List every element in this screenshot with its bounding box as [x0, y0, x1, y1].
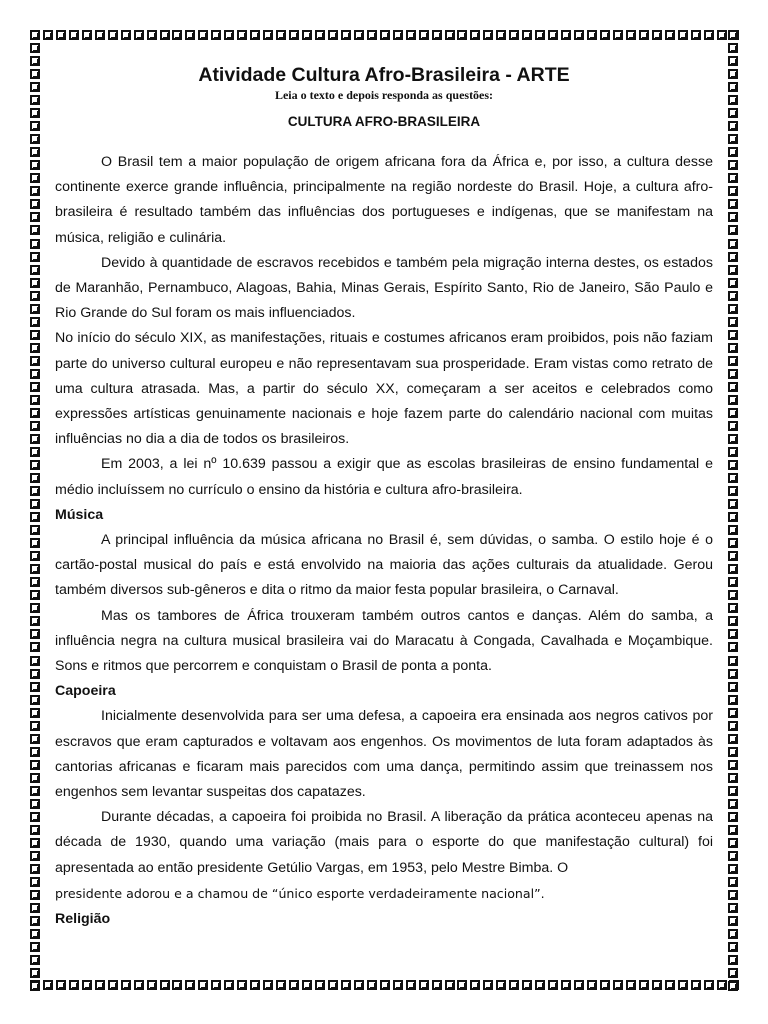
boxed-arrow-tile-icon: [728, 903, 738, 913]
boxed-arrow-tile-icon: [43, 30, 53, 40]
boxed-arrow-tile-icon: [30, 330, 40, 340]
boxed-arrow-tile-icon: [728, 265, 738, 275]
boxed-arrow-tile-icon: [95, 980, 105, 990]
boxed-arrow-tile-icon: [728, 981, 738, 991]
boxed-arrow-tile-icon: [728, 877, 738, 887]
boxed-arrow-tile-icon: [30, 760, 40, 770]
boxed-arrow-tile-icon: [380, 980, 390, 990]
boxed-arrow-tile-icon: [121, 30, 131, 40]
boxed-arrow-tile-icon: [678, 980, 688, 990]
boxed-arrow-tile-icon: [728, 538, 738, 548]
boxed-arrow-tile-icon: [728, 225, 738, 235]
boxed-arrow-tile-icon: [728, 916, 738, 926]
boxed-arrow-tile-icon: [728, 173, 738, 183]
main-heading: CULTURA AFRO-BRASILEIRA: [287, 114, 481, 129]
boxed-arrow-tile-icon: [728, 955, 738, 965]
boxed-arrow-tile-icon: [728, 330, 738, 340]
boxed-arrow-tile-icon: [728, 564, 738, 574]
boxed-arrow-tile-icon: [639, 980, 649, 990]
boxed-arrow-tile-icon: [30, 317, 40, 327]
boxed-arrow-tile-icon: [56, 30, 66, 40]
boxed-arrow-tile-icon: [728, 642, 738, 652]
states-paragraph: Devido à quantidade de escravos recebidos e também pela migração interna destes, os estados de Maranhão, Pernambuco, Alagoas, Bahia, Minas Gerais, Espírito Santo, Rio de Janeiro, São Paulo e Rio Grande do Sul foram os mais influenciados.: [55, 254, 713, 322]
boxed-arrow-tile-icon: [30, 877, 40, 887]
boxed-arrow-tile-icon: [30, 629, 40, 639]
capoeira-paragraph-1: Inicialmente desenvolvida para ser uma defesa, a capoeira era ensinada aos negros cativos por escravos que eram capturados e voltavam aos engenhos. Os movimentos de luta foram adaptados às cantorias africanas e ficaram mais parecidos com uma dança, permitindo assim que treinassem nos engenhos sem levantar suspeitas dos capatazes.: [55, 708, 713, 801]
boxed-arrow-tile-icon: [95, 30, 105, 40]
boxed-arrow-tile-icon: [600, 30, 610, 40]
boxed-arrow-tile-icon: [626, 980, 636, 990]
boxed-arrow-tile-icon: [69, 30, 79, 40]
capoeira-paragraph-2-tail: presidente adorou e a chamou de “único esporte verdadeiramente nacional”.: [55, 885, 545, 901]
boxed-arrow-tile-icon: [728, 590, 738, 600]
boxed-arrow-tile-icon: [30, 460, 40, 470]
boxed-arrow-tile-icon: [30, 173, 40, 183]
boxed-arrow-tile-icon: [728, 773, 738, 783]
boxed-arrow-tile-icon: [728, 721, 738, 731]
boxed-arrow-tile-icon: [728, 356, 738, 366]
boxed-arrow-tile-icon: [30, 929, 40, 939]
boxed-arrow-tile-icon: [30, 265, 40, 275]
boxed-arrow-tile-icon: [728, 160, 738, 170]
boxed-arrow-tile-icon: [250, 30, 260, 40]
boxed-arrow-tile-icon: [341, 980, 351, 990]
boxed-arrow-tile-icon: [147, 30, 157, 40]
boxed-arrow-tile-icon: [172, 30, 182, 40]
boxed-arrow-tile-icon: [728, 786, 738, 796]
boxed-arrow-tile-icon: [393, 30, 403, 40]
boxed-arrow-tile-icon: [728, 408, 738, 418]
boxed-arrow-tile-icon: [432, 30, 442, 40]
boxed-arrow-tile-icon: [728, 812, 738, 822]
boxed-arrow-tile-icon: [341, 30, 351, 40]
boxed-arrow-tile-icon: [328, 30, 338, 40]
boxed-arrow-tile-icon: [30, 252, 40, 262]
boxed-arrow-tile-icon: [717, 30, 727, 40]
document-title: Atividade Cultura Afro-Brasileira - ARTE: [198, 64, 570, 86]
boxed-arrow-tile-icon: [432, 980, 442, 990]
document-body: [55, 62, 713, 932]
boxed-arrow-tile-icon: [354, 980, 364, 990]
boxed-arrow-tile-icon: [406, 980, 416, 990]
boxed-arrow-tile-icon: [561, 30, 571, 40]
boxed-arrow-tile-icon: [30, 825, 40, 835]
boxed-arrow-tile-icon: [30, 851, 40, 861]
boxed-arrow-tile-icon: [30, 447, 40, 457]
boxed-arrow-tile-icon: [445, 980, 455, 990]
boxed-arrow-tile-icon: [728, 147, 738, 157]
boxed-arrow-tile-icon: [30, 890, 40, 900]
boxed-arrow-tile-icon: [613, 980, 623, 990]
boxed-arrow-tile-icon: [600, 980, 610, 990]
boxed-arrow-tile-icon: [30, 551, 40, 561]
boxed-arrow-tile-icon: [30, 642, 40, 652]
boxed-arrow-tile-icon: [82, 30, 92, 40]
boxed-arrow-tile-icon: [509, 980, 519, 990]
boxed-arrow-tile-icon: [496, 980, 506, 990]
boxed-arrow-tile-icon: [587, 980, 597, 990]
boxed-arrow-tile-icon: [728, 512, 738, 522]
boxed-arrow-tile-icon: [30, 30, 40, 40]
boxed-arrow-tile-icon: [108, 30, 118, 40]
boxed-arrow-tile-icon: [302, 980, 312, 990]
boxed-arrow-tile-icon: [548, 980, 558, 990]
boxed-arrow-tile-icon: [30, 382, 40, 392]
boxed-arrow-tile-icon: [678, 30, 688, 40]
boxed-arrow-tile-icon: [419, 980, 429, 990]
boxed-arrow-tile-icon: [728, 30, 738, 40]
boxed-arrow-tile-icon: [30, 747, 40, 757]
boxed-arrow-tile-icon: [728, 525, 738, 535]
boxed-arrow-tile-icon: [30, 812, 40, 822]
boxed-arrow-tile-icon: [728, 186, 738, 196]
section-title-capoeira: Capoeira: [55, 683, 116, 700]
boxed-arrow-tile-icon: [30, 512, 40, 522]
boxed-arrow-tile-icon: [728, 43, 738, 53]
boxed-arrow-tile-icon: [728, 734, 738, 744]
boxed-arrow-tile-icon: [522, 30, 532, 40]
boxed-arrow-tile-icon: [728, 291, 738, 301]
boxed-arrow-tile-icon: [380, 30, 390, 40]
boxed-arrow-tile-icon: [728, 656, 738, 666]
boxed-arrow-tile-icon: [728, 864, 738, 874]
boxed-arrow-tile-icon: [728, 851, 738, 861]
boxed-arrow-tile-icon: [276, 980, 286, 990]
boxed-arrow-tile-icon: [198, 980, 208, 990]
boxed-arrow-tile-icon: [574, 980, 584, 990]
boxed-arrow-tile-icon: [30, 408, 40, 418]
boxed-arrow-tile-icon: [276, 30, 286, 40]
boxed-arrow-tile-icon: [728, 551, 738, 561]
boxed-arrow-tile-icon: [728, 616, 738, 626]
boxed-arrow-tile-icon: [728, 890, 738, 900]
boxed-arrow-tile-icon: [728, 682, 738, 692]
boxed-arrow-tile-icon: [728, 434, 738, 444]
section-title-religiao: Religião: [55, 911, 111, 928]
boxed-arrow-tile-icon: [613, 30, 623, 40]
boxed-arrow-tile-icon: [704, 30, 714, 40]
boxed-arrow-tile-icon: [30, 473, 40, 483]
boxed-arrow-tile-icon: [728, 343, 738, 353]
boxed-arrow-tile-icon: [30, 421, 40, 431]
boxed-arrow-tile-icon: [717, 980, 727, 990]
boxed-arrow-tile-icon: [665, 980, 675, 990]
border-bottom: [30, 980, 740, 992]
boxed-arrow-tile-icon: [728, 421, 738, 431]
boxed-arrow-tile-icon: [665, 30, 675, 40]
boxed-arrow-tile-icon: [30, 942, 40, 952]
boxed-arrow-tile-icon: [548, 30, 558, 40]
boxed-arrow-tile-icon: [30, 121, 40, 131]
boxed-arrow-tile-icon: [728, 760, 738, 770]
boxed-arrow-tile-icon: [134, 980, 144, 990]
boxed-arrow-tile-icon: [483, 980, 493, 990]
boxed-arrow-tile-icon: [30, 577, 40, 587]
boxed-arrow-tile-icon: [728, 369, 738, 379]
boxed-arrow-tile-icon: [30, 864, 40, 874]
boxed-arrow-tile-icon: [82, 980, 92, 990]
boxed-arrow-tile-icon: [30, 278, 40, 288]
boxed-arrow-tile-icon: [43, 980, 53, 990]
boxed-arrow-tile-icon: [728, 212, 738, 222]
boxed-arrow-tile-icon: [728, 669, 738, 679]
boxed-arrow-tile-icon: [728, 108, 738, 118]
boxed-arrow-tile-icon: [263, 30, 273, 40]
instructions-subtitle: Leia o texto e depois responda as questões:: [274, 88, 494, 102]
capoeira-paragraph-2: [55, 805, 713, 907]
boxed-arrow-tile-icon: [728, 278, 738, 288]
boxed-arrow-tile-icon: [30, 603, 40, 613]
boxed-arrow-tile-icon: [237, 980, 247, 990]
boxed-arrow-tile-icon: [728, 695, 738, 705]
boxed-arrow-tile-icon: [728, 447, 738, 457]
boxed-arrow-tile-icon: [728, 708, 738, 718]
boxed-arrow-tile-icon: [691, 30, 701, 40]
boxed-arrow-tile-icon: [147, 980, 157, 990]
boxed-arrow-tile-icon: [30, 538, 40, 548]
boxed-arrow-tile-icon: [30, 981, 40, 991]
boxed-arrow-tile-icon: [30, 147, 40, 157]
boxed-arrow-tile-icon: [496, 30, 506, 40]
boxed-arrow-tile-icon: [470, 30, 480, 40]
boxed-arrow-tile-icon: [69, 980, 79, 990]
boxed-arrow-tile-icon: [30, 225, 40, 235]
boxed-arrow-tile-icon: [419, 30, 429, 40]
boxed-arrow-tile-icon: [30, 616, 40, 626]
boxed-arrow-tile-icon: [185, 30, 195, 40]
boxed-arrow-tile-icon: [328, 980, 338, 990]
boxed-arrow-tile-icon: [185, 980, 195, 990]
boxed-arrow-tile-icon: [728, 121, 738, 131]
boxed-arrow-tile-icon: [289, 980, 299, 990]
boxed-arrow-tile-icon: [30, 721, 40, 731]
boxed-arrow-tile-icon: [108, 980, 118, 990]
boxed-arrow-tile-icon: [574, 30, 584, 40]
boxed-arrow-tile-icon: [121, 980, 131, 990]
boxed-arrow-tile-icon: [30, 773, 40, 783]
boxed-arrow-tile-icon: [30, 656, 40, 666]
boxed-arrow-tile-icon: [30, 695, 40, 705]
boxed-arrow-tile-icon: [30, 43, 40, 53]
boxed-arrow-tile-icon: [30, 239, 40, 249]
boxed-arrow-tile-icon: [198, 30, 208, 40]
boxed-arrow-tile-icon: [134, 30, 144, 40]
boxed-arrow-tile-icon: [30, 799, 40, 809]
boxed-arrow-tile-icon: [728, 199, 738, 209]
boxed-arrow-tile-icon: [728, 629, 738, 639]
border-top: [30, 30, 740, 42]
capoeira-paragraph-2-main: Durante décadas, a capoeira foi proibida no Brasil. A liberação da prática aconteceu apenas na década de 1930, quando uma variação (mais para o esporte do que manifestação cultural) foi apresentada ao então presidente Getúlio Vargas, em 1953, pelo Mestre Bimba. O: [55, 809, 713, 876]
border-left: [30, 30, 42, 992]
boxed-arrow-tile-icon: [587, 30, 597, 40]
boxed-arrow-tile-icon: [457, 980, 467, 990]
boxed-arrow-tile-icon: [470, 980, 480, 990]
boxed-arrow-tile-icon: [211, 980, 221, 990]
boxed-arrow-tile-icon: [691, 980, 701, 990]
boxed-arrow-tile-icon: [728, 473, 738, 483]
boxed-arrow-tile-icon: [522, 980, 532, 990]
boxed-arrow-tile-icon: [30, 291, 40, 301]
boxed-arrow-tile-icon: [30, 304, 40, 314]
boxed-arrow-tile-icon: [30, 525, 40, 535]
law-paragraph: Em 2003, a lei nº 10.639 passou a exigir que as escolas brasileiras de ensino fundamental e médio incluíssem no currículo o ensino da história e cultura afro-brasileira.: [55, 456, 713, 498]
boxed-arrow-tile-icon: [237, 30, 247, 40]
boxed-arrow-tile-icon: [393, 980, 403, 990]
boxed-arrow-tile-icon: [483, 30, 493, 40]
boxed-arrow-tile-icon: [535, 30, 545, 40]
boxed-arrow-tile-icon: [30, 160, 40, 170]
boxed-arrow-tile-icon: [30, 903, 40, 913]
boxed-arrow-tile-icon: [30, 590, 40, 600]
history-paragraph: No início do século XIX, as manifestações, rituais e costumes africanos eram proibidos, pois não faziam parte do universo cultural europeu e não representavam sua prosperidade. Eram vistas como retrato de uma cultura atrasada. Mas, a partir do século XX, começaram a ser aceitos e celebrados como expressões artísticas genuinamente nacionais e hoje fazem parte do calendário nacional com muitas influências no dia a dia de todos os brasileiros.: [55, 330, 713, 448]
boxed-arrow-tile-icon: [728, 317, 738, 327]
boxed-arrow-tile-icon: [172, 980, 182, 990]
boxed-arrow-tile-icon: [728, 382, 738, 392]
boxed-arrow-tile-icon: [302, 30, 312, 40]
boxed-arrow-tile-icon: [30, 564, 40, 574]
boxed-arrow-tile-icon: [509, 30, 519, 40]
boxed-arrow-tile-icon: [728, 603, 738, 613]
boxed-arrow-tile-icon: [445, 30, 455, 40]
boxed-arrow-tile-icon: [728, 825, 738, 835]
boxed-arrow-tile-icon: [728, 942, 738, 952]
boxed-arrow-tile-icon: [30, 69, 40, 79]
boxed-arrow-tile-icon: [728, 304, 738, 314]
boxed-arrow-tile-icon: [289, 30, 299, 40]
boxed-arrow-tile-icon: [367, 980, 377, 990]
section-title-musica: Música: [55, 506, 104, 523]
boxed-arrow-tile-icon: [160, 980, 170, 990]
boxed-arrow-tile-icon: [30, 108, 40, 118]
boxed-arrow-tile-icon: [367, 30, 377, 40]
boxed-arrow-tile-icon: [704, 980, 714, 990]
boxed-arrow-tile-icon: [30, 369, 40, 379]
boxed-arrow-tile-icon: [728, 499, 738, 509]
border-right: [728, 30, 740, 992]
boxed-arrow-tile-icon: [315, 30, 325, 40]
boxed-arrow-tile-icon: [315, 980, 325, 990]
boxed-arrow-tile-icon: [728, 799, 738, 809]
boxed-arrow-tile-icon: [224, 30, 234, 40]
boxed-arrow-tile-icon: [728, 69, 738, 79]
boxed-arrow-tile-icon: [354, 30, 364, 40]
musica-paragraph-1: A principal influência da música africana no Brasil é, sem dúvidas, o samba. O estilo hoje é o cartão-postal musical do país e está envolvido na maioria das ações culturais da atualidade. Gerou também diversos sub-gêneros e dita o ritmo da maior festa popular brasileira, o Carnaval.: [55, 532, 713, 599]
boxed-arrow-tile-icon: [30, 95, 40, 105]
boxed-arrow-tile-icon: [56, 980, 66, 990]
boxed-arrow-tile-icon: [639, 30, 649, 40]
boxed-arrow-tile-icon: [561, 980, 571, 990]
boxed-arrow-tile-icon: [30, 916, 40, 926]
boxed-arrow-tile-icon: [211, 30, 221, 40]
boxed-arrow-tile-icon: [30, 968, 40, 978]
boxed-arrow-tile-icon: [728, 395, 738, 405]
boxed-arrow-tile-icon: [728, 252, 738, 262]
boxed-arrow-tile-icon: [30, 734, 40, 744]
boxed-arrow-tile-icon: [30, 56, 40, 66]
boxed-arrow-tile-icon: [30, 682, 40, 692]
boxed-arrow-tile-icon: [457, 30, 467, 40]
boxed-arrow-tile-icon: [728, 838, 738, 848]
boxed-arrow-tile-icon: [406, 30, 416, 40]
boxed-arrow-tile-icon: [728, 82, 738, 92]
boxed-arrow-tile-icon: [728, 460, 738, 470]
boxed-arrow-tile-icon: [30, 134, 40, 144]
boxed-arrow-tile-icon: [30, 786, 40, 796]
boxed-arrow-tile-icon: [30, 82, 40, 92]
boxed-arrow-tile-icon: [30, 356, 40, 366]
boxed-arrow-tile-icon: [30, 186, 40, 196]
boxed-arrow-tile-icon: [626, 30, 636, 40]
boxed-arrow-tile-icon: [728, 929, 738, 939]
boxed-arrow-tile-icon: [728, 968, 738, 978]
boxed-arrow-tile-icon: [652, 30, 662, 40]
boxed-arrow-tile-icon: [30, 395, 40, 405]
musica-paragraph-2: Mas os tambores de África trouxeram também outros cantos e danças. Além do samba, a influência negra na cultura musical brasileira vai do Maracatu à Congada, Cavalhada e Moçambique. Sons e ritmos que percorrem e conquistam o Brasil de ponta a ponta.: [55, 607, 713, 675]
intro-paragraph: O Brasil tem a maior população de origem africana fora da África e, por isso, a cultura desse continente exerce grande influência, principalmente na região nordeste do Brasil. Hoje, a cultura afro-brasileira é resultado também das influências dos portugueses e indígenas, que se manifestam na música, religião e culinária.: [55, 154, 713, 246]
boxed-arrow-tile-icon: [30, 708, 40, 718]
boxed-arrow-tile-icon: [30, 486, 40, 496]
boxed-arrow-tile-icon: [728, 134, 738, 144]
boxed-arrow-tile-icon: [30, 838, 40, 848]
boxed-arrow-tile-icon: [728, 56, 738, 66]
boxed-arrow-tile-icon: [728, 747, 738, 757]
boxed-arrow-tile-icon: [30, 955, 40, 965]
boxed-arrow-tile-icon: [224, 980, 234, 990]
boxed-arrow-tile-icon: [30, 343, 40, 353]
boxed-arrow-tile-icon: [30, 434, 40, 444]
boxed-arrow-tile-icon: [652, 980, 662, 990]
boxed-arrow-tile-icon: [30, 199, 40, 209]
boxed-arrow-tile-icon: [263, 980, 273, 990]
boxed-arrow-tile-icon: [30, 212, 40, 222]
boxed-arrow-tile-icon: [728, 95, 738, 105]
boxed-arrow-tile-icon: [728, 239, 738, 249]
boxed-arrow-tile-icon: [160, 30, 170, 40]
boxed-arrow-tile-icon: [250, 980, 260, 990]
boxed-arrow-tile-icon: [728, 486, 738, 496]
boxed-arrow-tile-icon: [30, 669, 40, 679]
boxed-arrow-tile-icon: [728, 577, 738, 587]
boxed-arrow-tile-icon: [535, 980, 545, 990]
boxed-arrow-tile-icon: [30, 499, 40, 509]
